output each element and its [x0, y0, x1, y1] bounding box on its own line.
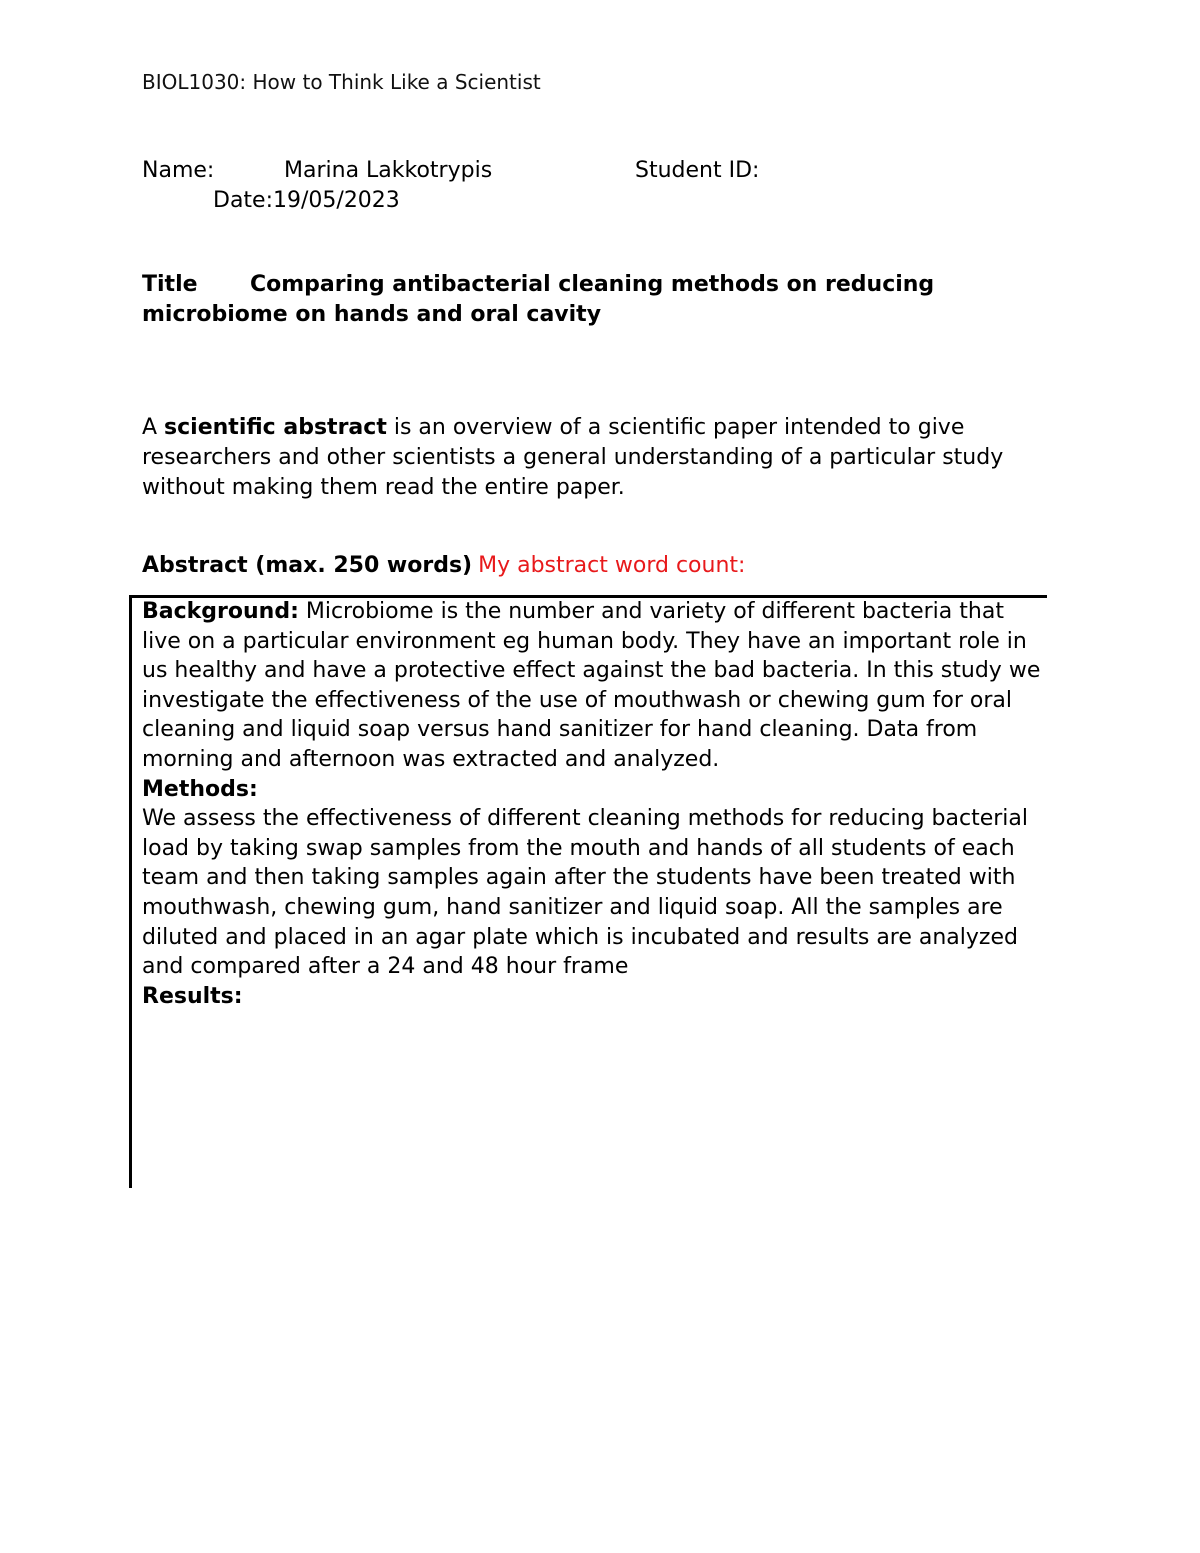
- results-label: Results:: [142, 983, 243, 1009]
- intro-prefix: A: [142, 415, 165, 440]
- date-value: 19/05/2023: [273, 188, 400, 213]
- course-header: BIOL1030: How to Think Like a Scientist: [142, 70, 541, 94]
- background-text: Microbiome is the number and variety of different bacteria that live on a particular environment eg human body. They have an important role in us healthy and have a protective effect against the bad bacteria. In this study we investigate the effectiveness of the use of mouthwash or chewing gum for oral cleaning and liquid soap versus hand sanitizer for hand cleaning. Data from morning and afternoon was extracted and analyzed.: [142, 599, 1041, 772]
- name-label: Name:: [142, 158, 215, 183]
- title-text: Comparing antibacterial cleaning methods on reducing microbiome on hands and oral cavity: [142, 272, 935, 327]
- methods-text: We assess the effectiveness of different cleaning methods for reducing bacterial load by taking swap samples from the mouth and hands of all students of each team and then taking samples again after the students have been treated with mouthwash, chewing gum, hand sanitizer and liquid soap. All the samples are diluted and placed in an agar plate which is incubated and results are analyzed and compared after a 24 and 48 hour frame: [142, 806, 1028, 980]
- abstract-body: [142, 597, 1042, 1011]
- abstract-heading: [142, 553, 745, 578]
- date-label: Date:: [213, 188, 273, 213]
- title-label: Title: [142, 272, 198, 297]
- abstract-heading-label: Abstract (max. 250 words): [142, 553, 473, 578]
- background-paragraph: [142, 597, 1042, 775]
- intro-rest: is an overview of a scientific paper intended to give researchers and other scientists a general understanding of a particular study without making them read the entire paper.: [142, 415, 1004, 500]
- intro-term: scientific abstract: [164, 415, 387, 440]
- abstract-definition: [142, 413, 1042, 503]
- paper-title: [142, 270, 1042, 330]
- background-label: Background:: [142, 599, 299, 624]
- student-name: Marina Lakkotrypis: [284, 158, 493, 183]
- student-id-label: Student ID:: [635, 158, 760, 183]
- word-count-label: My abstract word count:: [478, 553, 746, 578]
- date-row: [213, 188, 400, 213]
- methods-label: Methods:: [142, 776, 258, 802]
